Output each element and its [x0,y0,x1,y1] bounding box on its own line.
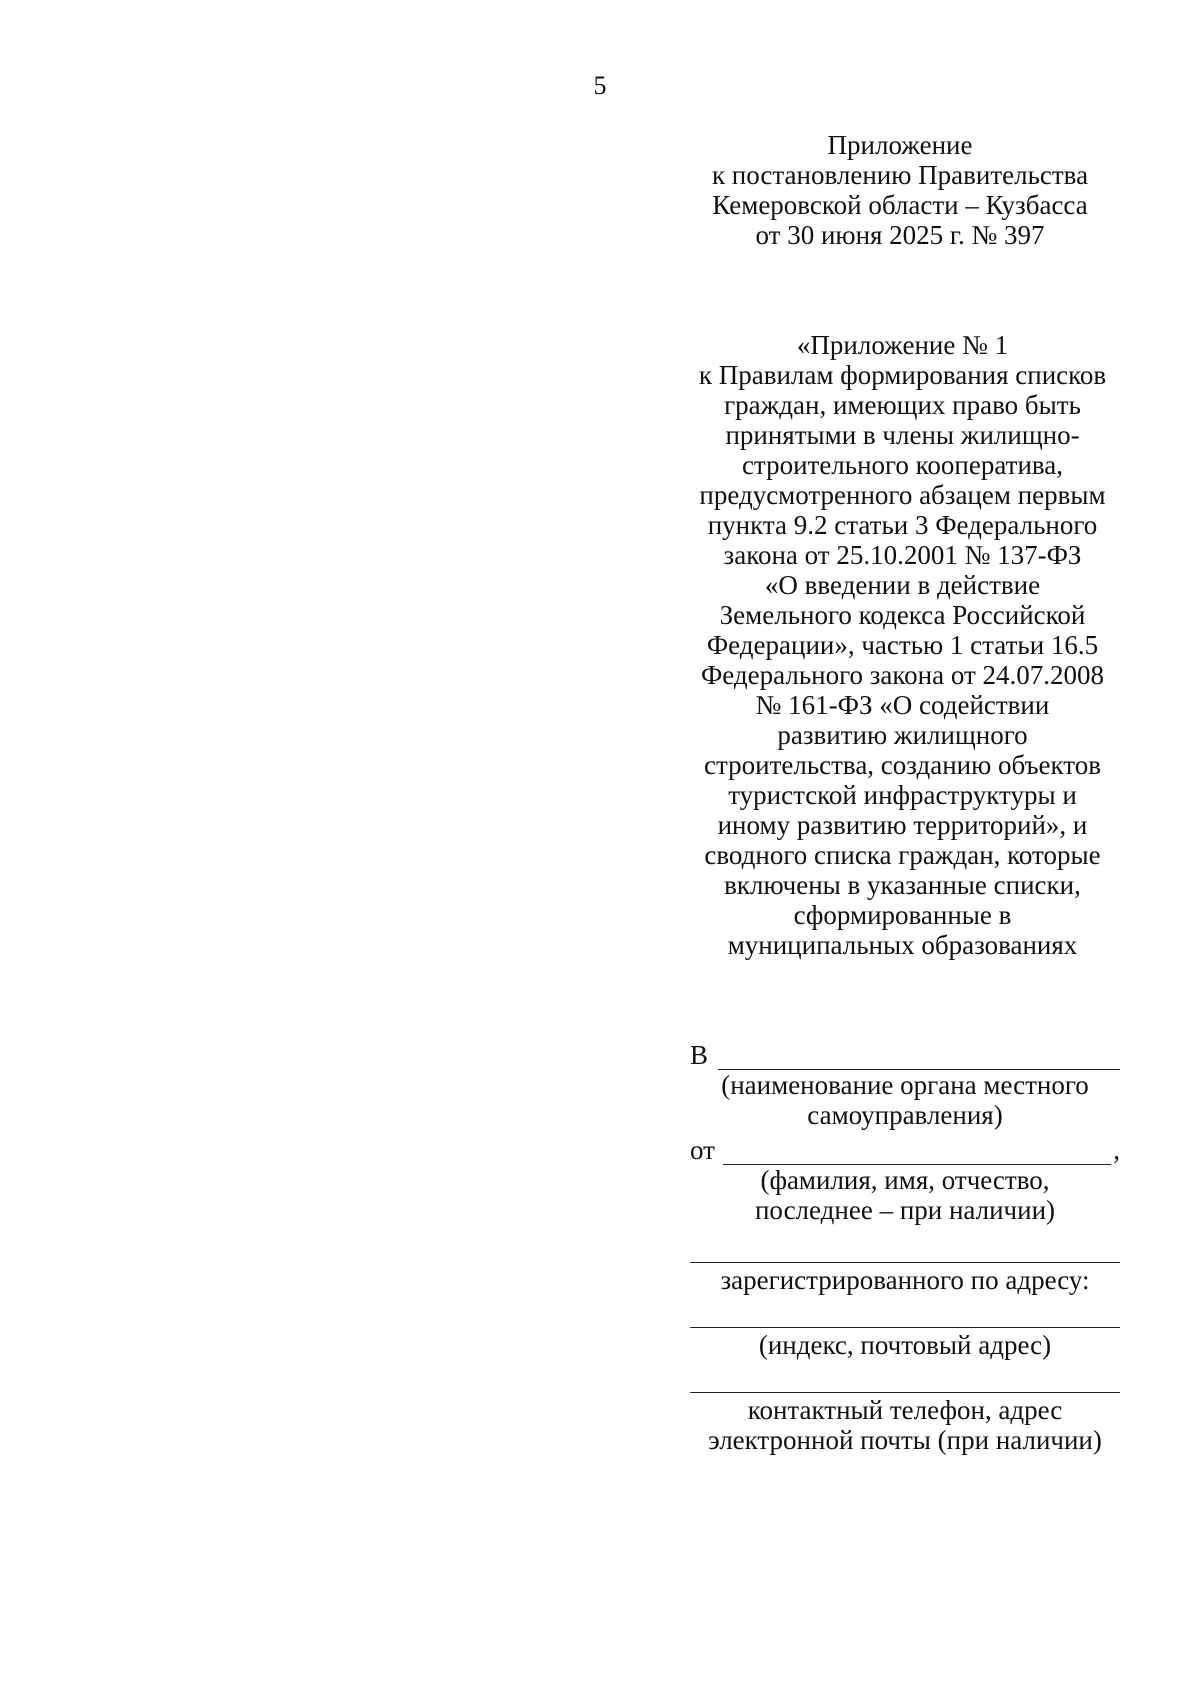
applicant-suffix: , [1113,1135,1120,1165]
annex-line: Приложение [827,130,973,160]
rules-line: развитию жилищного [777,720,1028,750]
rules-line: № 161-ФЗ «О содействии [755,690,1050,720]
address-hint: (индекс, почтовый адрес) [758,1330,1052,1360]
addressee-row [690,1040,1120,1070]
contact-hint: контактный телефон, адрес [747,1395,1063,1425]
addressee-prefix: В [690,1040,709,1070]
applicant-hint: (фамилия, имя, отчество, [760,1165,1050,1195]
addressee-hint: (наименование органа местного [721,1070,1089,1100]
rules-line: Федерации», частью 1 статьи 16.5 [706,630,1099,660]
name-continuation-blank[interactable] [690,1262,1120,1263]
rules-line: предусмотренного абзацем первым [699,480,1106,510]
page-number: 5 [593,71,607,100]
rules-line: «Приложение № 1 [796,330,1009,360]
rules-line: строительного кооператива, [741,450,1064,480]
rules-line: муниципальных образованиях [727,930,1078,960]
rules-line: сводного списка граждан, которые [704,840,1101,870]
rules-line: закона от 25.10.2001 № 137-ФЗ [723,540,1082,570]
applicant-block [690,1135,1120,1225]
rules-line: к Правилам формирования списков [698,360,1107,390]
applicant-prefix: от [690,1135,715,1165]
rules-line: принятыми в члены жилищно- [725,420,1080,450]
rules-header [680,330,1125,960]
rules-line: туристской инфраструктуры и [728,780,1077,810]
addressee-blank[interactable] [718,1047,1120,1070]
rules-line: сформированные в [793,900,1012,930]
contact-hint-cont: электронной почты (при наличии) [708,1425,1102,1455]
registered-label: зарегистрированного по адресу: [720,1265,1090,1295]
rules-line: Земельного кодекса Российской [719,600,1086,630]
annex-line: к постановлению Правительства [711,160,1089,190]
annex-line: от 30 июня 2025 г. № 397 [755,220,1045,250]
rules-line: Федерального закона от 24.07.2008 [700,660,1105,690]
rules-line: «О введении в действие [764,570,1041,600]
addressee-block [690,1040,1120,1130]
rules-line: включены в указанные списки, [724,870,1081,900]
address-blank[interactable] [690,1327,1120,1328]
annex-header [690,130,1110,250]
annex-line: Кемеровской области – Кузбасса [712,190,1088,220]
applicant-row [690,1135,1120,1165]
applicant-blank[interactable] [723,1142,1111,1165]
rules-line: строительства, созданию объектов [704,750,1101,780]
rules-line: граждан, имеющих право быть [724,390,1081,420]
applicant-hint-cont: последнее – при наличии) [754,1195,1056,1225]
rules-line: иному развитию территорий», и [717,810,1088,840]
addressee-hint-cont: самоуправления) [807,1100,1003,1130]
rules-line: пункта 9.2 статьи 3 Федерального [707,510,1098,540]
contact-blank[interactable] [690,1392,1120,1393]
